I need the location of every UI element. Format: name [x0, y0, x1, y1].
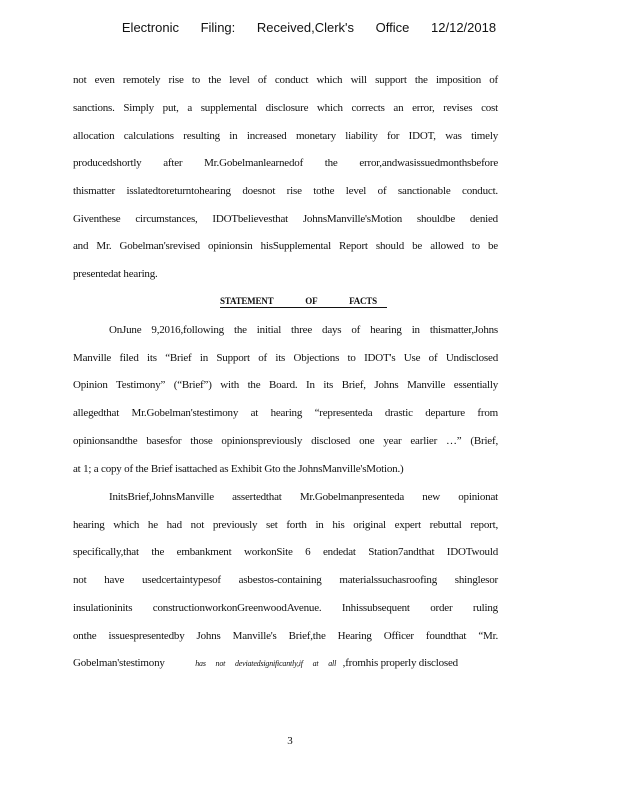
paragraph1-line: thismatter isslatedtoreturntohearing doesnot rise tothe level of sanctionable conduct.: [73, 185, 498, 197]
paragraph1-line: producedshortly after Mr.Gobelmanlearnedof the error,andwasissuedmonthsbefore: [73, 157, 498, 169]
paragraph1-line: and Mr. Gobelman'srevised opinionsin hisSupplemental Report should be allowed to be: [73, 240, 498, 252]
paragraph1-line: not even remotely rise to the level of conduct which will support the imposition of: [73, 74, 498, 86]
paragraph3-line: InitsBrief,JohnsManville assertedthat Mr.Gobelmanpresenteda new opinionat: [109, 491, 498, 503]
paragraph1-line: allocation calculations resulting in increased monetary liability for IDOT, was timely: [73, 130, 498, 142]
header-electronic: Electronic: [121, 20, 179, 35]
paragraph1-line: sanctions. Simply put, a supplemental disclosure which corrects an error, revises cost: [73, 102, 498, 114]
paragraph2-line: OnJune 9,2016,following the initial three days of hearing in thismatter,Johns: [109, 324, 498, 336]
italic-quote: has not deviatedsignificantly,if at all: [195, 659, 337, 668]
paragraph1-line: Giventhese circumstances, IDOTbelievesthat JohnsManville'sMotion shouldbe denied: [73, 213, 498, 225]
paragraph3-line: insulationinits constructionworkonGreenwoodAvenue. Inhissubsequent order ruling: [73, 602, 498, 614]
paragraph2-line: opinionsandthe basesfor those opinionspreviously disclosed one year earlier …” (Brief,: [73, 435, 498, 447]
section-heading: STATEMENT OF FACTS: [220, 296, 387, 308]
paragraph3-line: not have usedcertaintypesof asbestos-containing materialssuchasroofing shinglesor: [73, 574, 498, 586]
paragraph3-line: specifically,that the embankment workonSite 6 endedat Station7andthat IDOTwould: [73, 546, 498, 558]
header-received: Received,Clerk's: [256, 20, 355, 35]
page-number: 3: [287, 735, 293, 747]
paragraph1-line: presentedat hearing.: [73, 268, 158, 280]
last-line-start: Gobelman'stestimony: [73, 657, 165, 669]
header-filing: Filing:: [200, 20, 236, 35]
last-line-end: ,fromhis properly disclosed: [342, 657, 458, 669]
filing-header: [0, 20, 618, 35]
paragraph3-line: onthe issuespresentedby Johns Manville's Brief,the Hearing Officer foundthat “Mr.: [73, 630, 498, 642]
paragraph2-line: at 1; a copy of the Brief isattached as Exhibit Gto the JohnsManville'sMotion.): [73, 463, 404, 475]
header-date: 12/12/2018: [431, 20, 497, 35]
header-office: Office: [375, 20, 410, 35]
paragraph3-line: hearing which he had not previously set forth in his original expert rebuttal report,: [73, 519, 498, 531]
paragraph3-last-line: [73, 656, 498, 671]
paragraph2-line: Opinion Testimony” (“Brief”) with the Board. In its Brief, Johns Manville essentially: [73, 379, 498, 391]
paragraph2-line: allegedthat Mr.Gobelman'stestimony at hearing “representeda drastic departure from: [73, 407, 498, 419]
paragraph2-line: Manville filed its “Brief in Support of its Objections to IDOT's Use of Undisclosed: [73, 352, 498, 364]
